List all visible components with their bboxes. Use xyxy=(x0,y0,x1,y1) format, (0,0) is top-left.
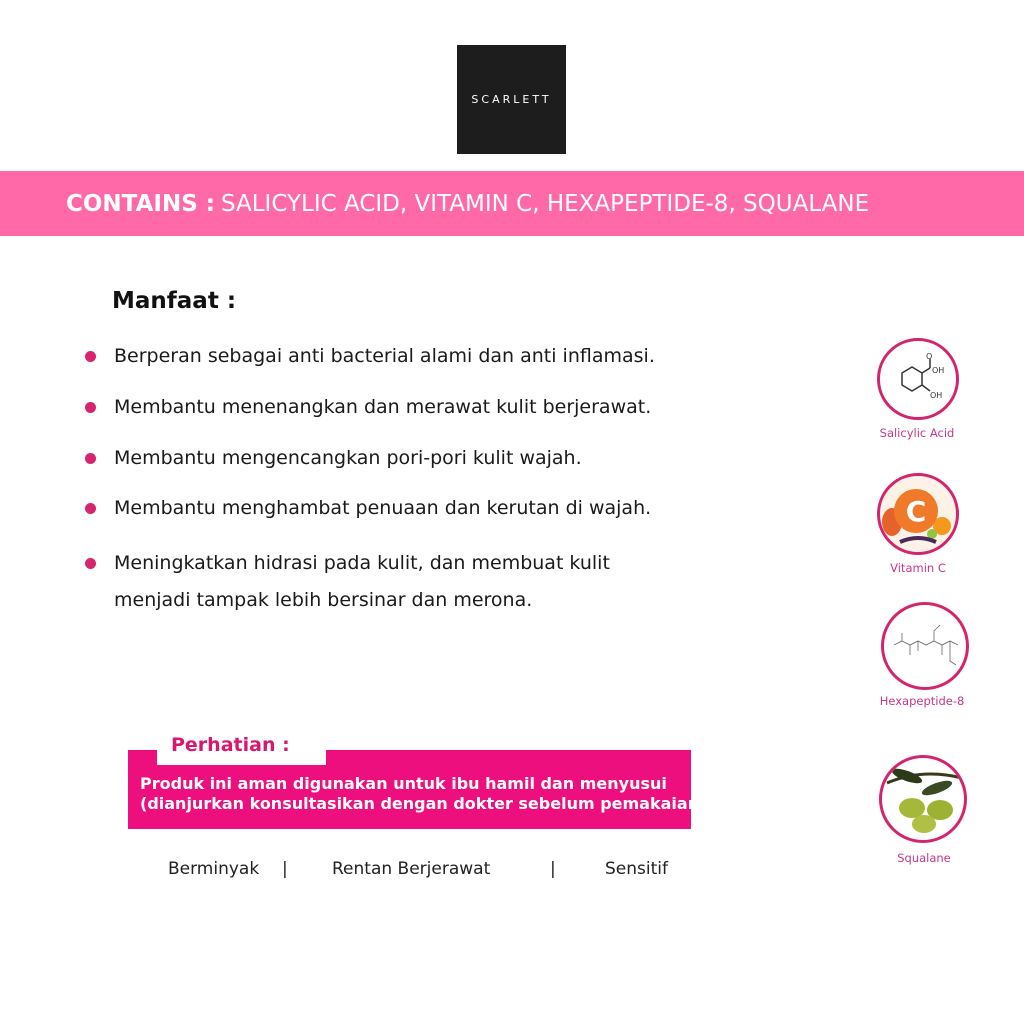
ingredient-label: Hexapeptide-8 xyxy=(879,694,965,708)
skin-type-oily: Berminyak xyxy=(168,859,260,879)
notice-text: (dianjurkan konsultasikan dengan dokter sebelum pemakaian). xyxy=(140,794,713,813)
vitamin-letter: C xyxy=(905,495,927,528)
chem-o: O xyxy=(926,352,933,361)
skin-type-sensitive: Sensitif xyxy=(605,859,668,879)
bullet-icon xyxy=(85,351,96,362)
notice-title: Perhatian : xyxy=(171,734,290,756)
bullet-icon xyxy=(85,503,96,514)
brand-name: SCARLETT xyxy=(471,93,552,106)
bullet-icon xyxy=(85,558,96,569)
notice-text: Produk ini aman digunakan untuk ibu hamil dan menyusui xyxy=(140,774,667,793)
skin-type-acne-prone: Rentan Berjerawat xyxy=(332,859,491,879)
bullet-icon xyxy=(85,453,96,464)
benefits-title: Manfaat : xyxy=(112,288,237,314)
brand-logo xyxy=(457,45,566,154)
separator: | xyxy=(282,859,288,879)
ingredient-label: Salicylic Acid xyxy=(879,426,955,440)
salicylic-acid-structure-icon xyxy=(877,338,959,420)
squalane-olive-icon xyxy=(879,755,967,843)
contains-list: SALICYLIC ACID, VITAMIN C, HEXAPEPTIDE-8, SQUALANE xyxy=(220,190,870,217)
contains-label: CONTAINS : xyxy=(66,190,215,217)
benefit-item: Membantu menenangkan dan merawat kulit berjerawat. xyxy=(114,396,652,418)
skin-type-separator: | xyxy=(550,859,556,879)
ingredient-label: Squalane xyxy=(897,851,951,865)
ingredient-label: Vitamin C xyxy=(890,561,946,575)
benefit-item: Meningkatkan hidrasi pada kulit, dan membuat kulit xyxy=(114,552,610,574)
vitamin-c-icon xyxy=(877,473,959,555)
benefit-item: Berperan sebagai anti bacterial alami dan anti inflamasi. xyxy=(114,345,655,367)
bullet-icon xyxy=(85,402,96,413)
benefit-item-continued: menjadi tampak lebih bersinar dan merona. xyxy=(114,589,533,611)
chem-oh: OH xyxy=(930,391,943,400)
contains-banner xyxy=(0,171,1024,236)
benefit-item: Membantu menghambat penuaan dan kerutan di wajah. xyxy=(114,497,652,519)
chem-oh: OH xyxy=(932,366,945,375)
hexapeptide-structure-icon xyxy=(881,602,969,690)
benefit-item: Membantu mengencangkan pori-pori kulit wajah. xyxy=(114,447,582,469)
